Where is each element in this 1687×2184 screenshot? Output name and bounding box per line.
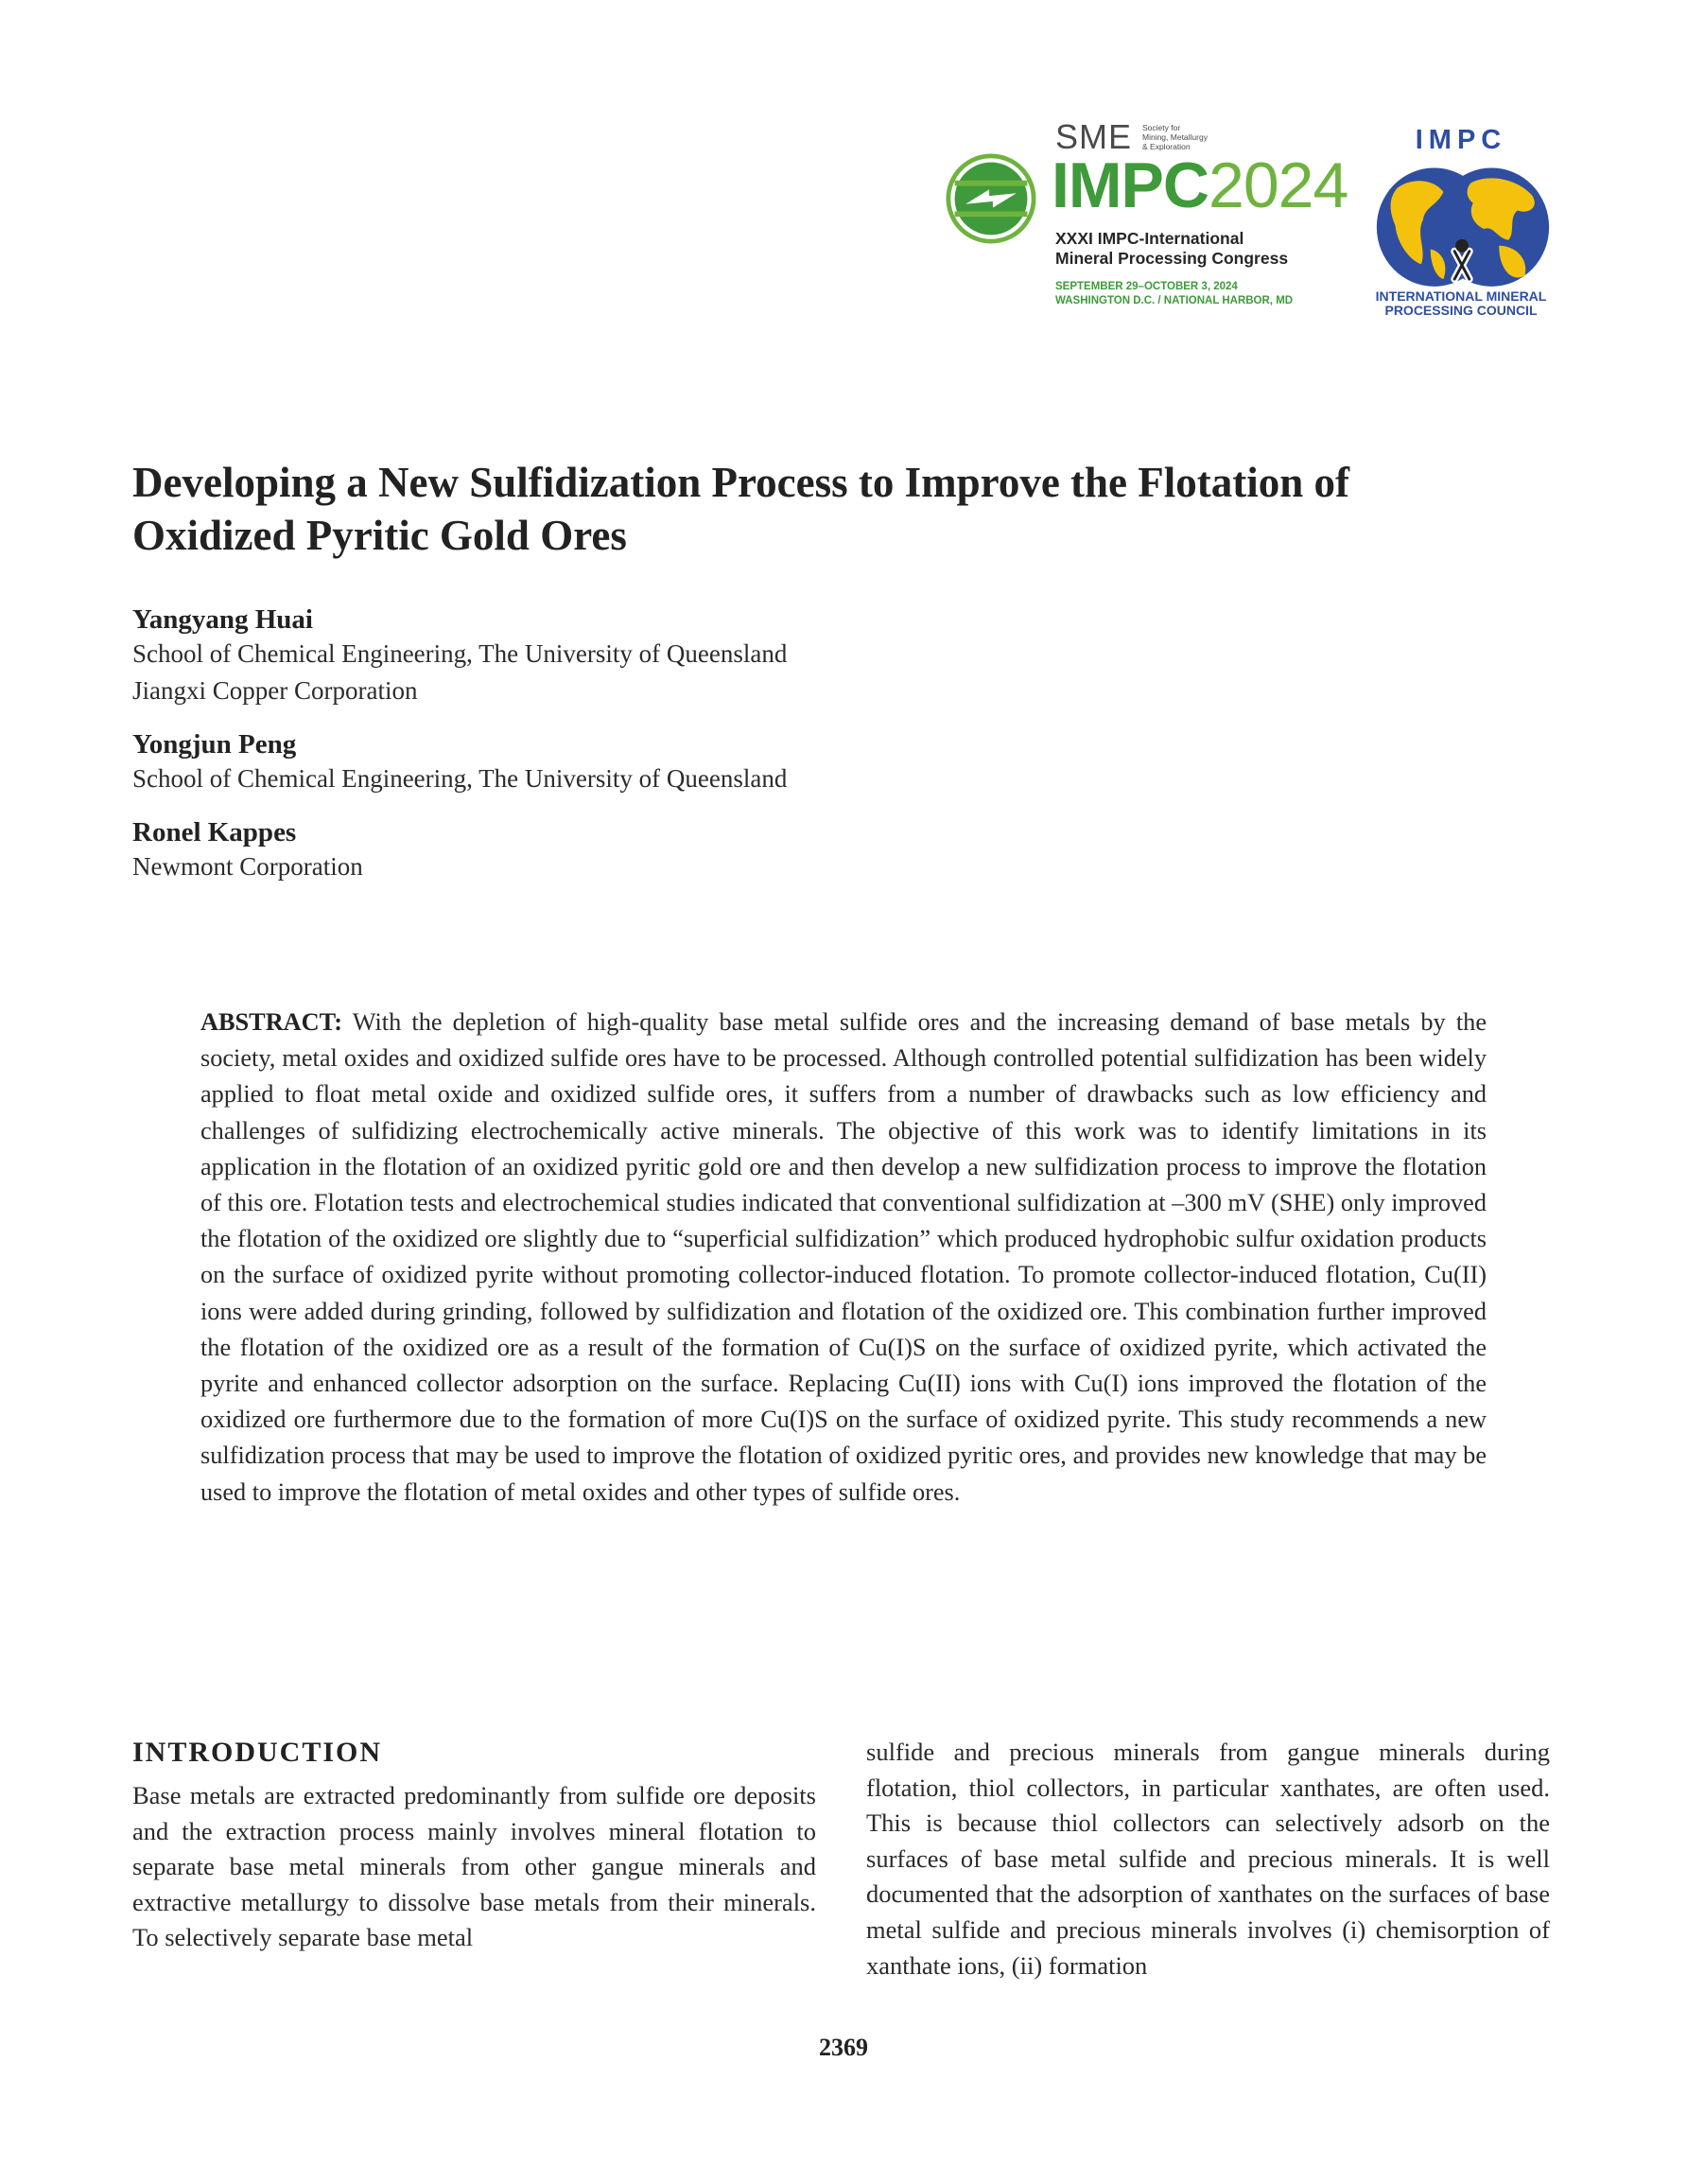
paper-title: Developing a New Sulfidization Process to Improve the Flotation of Oxidized Pyritic Gold Ores — [132, 459, 1350, 559]
globe-icon — [1369, 159, 1555, 310]
congress-dates: SEPTEMBER 29–OCTOBER 3, 2024 — [1055, 281, 1238, 292]
body-paragraph: sulfide and precious minerals from gangue minerals during flotation, thiol collectors, in particular xanthates, are often used. This is because thiol collectors can selectively adsorb on the surfaces of base metal sulfide and precious minerals. It is well documented that the adsorption of xanthates on the surfaces of base metal sulfide and precious minerals involves (i) chemisorption of xanthate ions, (ii) formation — [866, 1738, 1550, 1980]
congress-name — [1055, 229, 1288, 269]
sme-tagline-line: & Exploration — [1142, 142, 1191, 151]
abstract-text: With the depletion of high-quality base metal sulfide ores and the increasing demand of base metals by the society, metal oxides and oxidized sulfide ores have to be processed. Although controlled potential sulfidization has been widely applied to float metal oxide and oxidized sulfide ores, it suffers from a number of drawbacks such as low efficiency and challenges of sulfidizing electrochemically active minerals. The objective of this work was to identify limitations in its application in the flotation of an oxidized pyritic gold ore and then develop a new sulfidization process to improve the flotation of this ore. Flotation tests and electrochemical studies indicated that conventional sulfidization at –300 mV (SHE) only improved the flotation of the oxidized ore slightly due to “superficial sulfidization” which produced hydrophobic sulfur oxidation products on the surface of oxidized pyrite without promoting collector-induced flotation. To promote collector-induced flotation, Cu(II) ions were added during grinding, followed by sulfidization and flotation of the oxidized ore. This combination further improved the flotation of the oxidized ore as a result of the formation of Cu(I)S on the surface of oxidized pyrite, which activated the pyrite and enhanced collector adsorption on the surface. Replacing Cu(II) ions with Cu(I) ions improved the flotation of the oxidized ore furthermore due to the formation of more Cu(I)S on the surface of oxidized pyrite. This study recommends a new sulfidization process that may be used to improve the flotation of oxidized pyritic ores, and provides new knowledge that may be used to improve the flotation of metal oxides and other types of sulfide ores. — [200, 1008, 1487, 1506]
author-affiliation: School of Chemical Engineering, The University of Queensland — [132, 639, 788, 668]
abstract — [200, 1005, 1487, 1511]
congress-line: XXXI IMPC-International — [1055, 229, 1244, 248]
sme-tagline — [1142, 123, 1246, 151]
author-name: Ronel Kappes — [132, 817, 297, 847]
impc-word: IMPC — [1052, 149, 1209, 221]
author-affiliation: School of Chemical Engineering, The University of Queensland — [132, 764, 788, 793]
author-affiliation: Jiangxi Copper Corporation — [132, 676, 418, 705]
sme-wordmark: SME — [1055, 117, 1133, 156]
section-heading-introduction: INTRODUCTION — [132, 1737, 383, 1768]
congress-location: WASHINGTON D.C. / NATIONAL HARBOR, MD — [1055, 295, 1294, 306]
impc-2024-wordmark — [1052, 151, 1348, 219]
author-affiliation: Newmont Corporation — [132, 852, 363, 881]
author-block — [132, 728, 1078, 797]
body-paragraph: Base metals are extracted predominantly from sulfide ore deposits and the extraction process mainly involves mineral flotation to separate base metal minerals from other gangue minerals and extractive metallurgy to dissolve base metals from their minerals. To selectively separate base metal — [132, 1781, 816, 1952]
council-name-line: INTERNATIONAL MINERAL — [1375, 288, 1547, 304]
council-name — [1362, 289, 1560, 318]
author-block — [132, 603, 1078, 709]
impc2024-logo — [946, 112, 1348, 329]
author-block — [132, 816, 1078, 885]
council-name-line: PROCESSING COUNCIL — [1384, 303, 1538, 318]
body-column-left — [132, 1737, 816, 1956]
page-number: 2369 — [819, 2034, 868, 2061]
congress-line: Mineral Processing Congress — [1055, 249, 1289, 268]
author-name: Yangyang Huai — [132, 604, 313, 635]
body-column-right — [866, 1737, 1550, 1983]
impc-emblem-icon — [946, 153, 1036, 244]
impc-year: 2024 — [1209, 149, 1348, 221]
impc-council-logo — [1362, 125, 1560, 323]
abstract-label: ABSTRACT: — [200, 1008, 343, 1036]
sme-tagline-line: Mining, Metallurgy — [1142, 132, 1208, 142]
congress-date-location — [1055, 280, 1293, 308]
author-list — [132, 603, 1078, 904]
council-title: IMPC — [1415, 125, 1507, 155]
sme-tagline-line: Society for — [1142, 123, 1181, 132]
author-name: Yongjun Peng — [132, 729, 297, 760]
